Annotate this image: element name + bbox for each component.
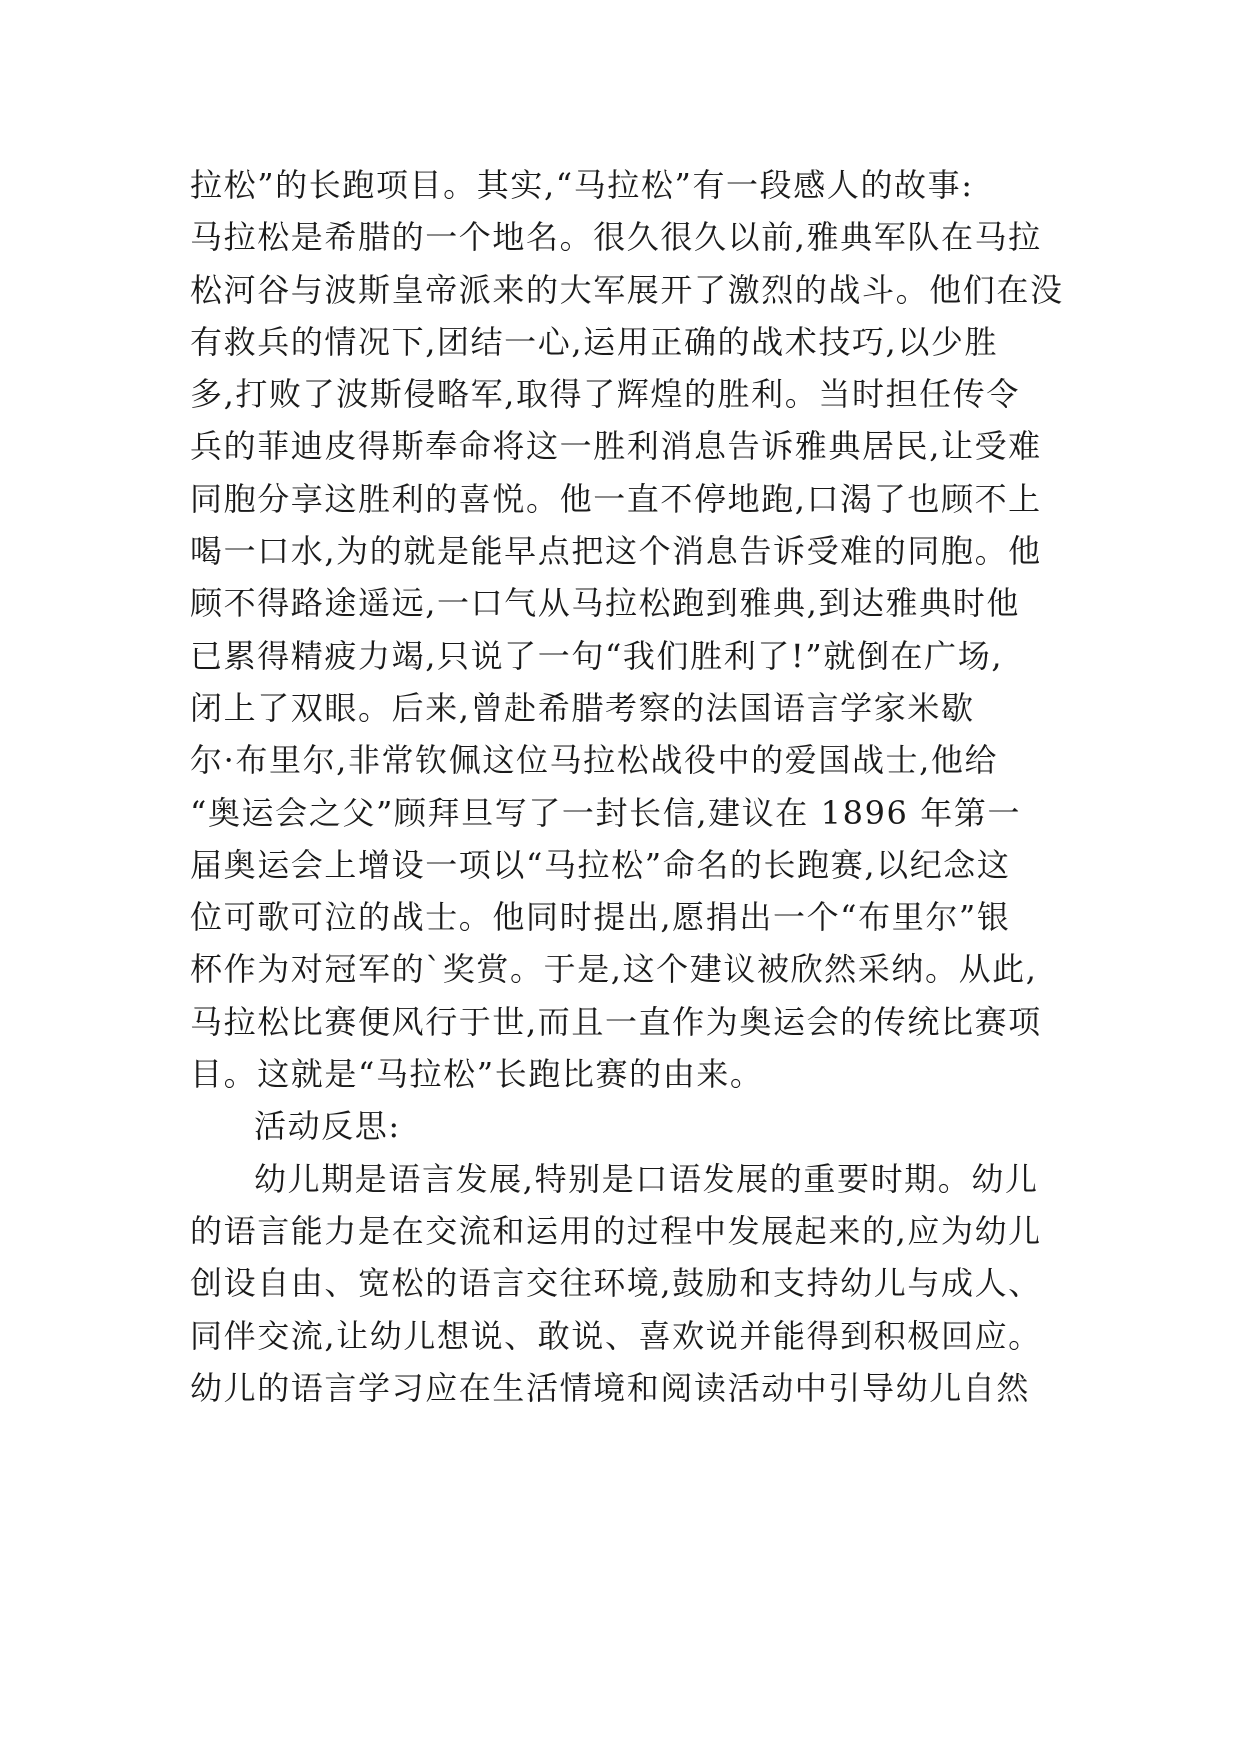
text-line: 位可歌可泣的战士。他同时提出,愿捐出一个“布里尔”银 xyxy=(190,898,1011,937)
reflection-line: 幼儿期是语言发展,特别是口语发展的重要时期。幼儿 xyxy=(254,1159,1039,1198)
text-line: 兵的菲迪皮得斯奉命将这一胜利消息告诉雅典居民,让受难 xyxy=(190,427,1042,466)
section-heading-reflection: 活动反思: xyxy=(254,1107,401,1146)
text-line: 喝一口水,为的就是能早点把这个消息告诉受难的同胞。他 xyxy=(190,532,1042,571)
text-line: “奥运会之父”顾拜旦写了一封长信,建议在 1896 年第一 xyxy=(190,793,1022,832)
text-line: 杯作为对冠军的`奖赏。于是,这个建议被欣然采纳。从此, xyxy=(190,950,1038,989)
text-line: 松河谷与波斯皇帝派来的大军展开了激烈的战斗。他们在没 xyxy=(190,270,1064,309)
reflection-line: 创设自由、宽松的语言交往环境,鼓励和支持幼儿与成人、 xyxy=(190,1264,1042,1303)
text-line: 顾不得路途遥远,一口气从马拉松跑到雅典,到达雅典时他 xyxy=(190,584,1020,623)
text-line: 届奥运会上增设一项以“马拉松”命名的长跑赛,以纪念这 xyxy=(190,845,1011,884)
text-line: 多,打败了波斯侵略军,取得了辉煌的胜利。当时担任传令 xyxy=(190,375,1020,414)
document-body xyxy=(190,159,1070,1414)
text-line: 同胞分享这胜利的喜悦。他一直不停地跑,口渴了也顾不上 xyxy=(190,479,1042,518)
text-line: 马拉松是希腊的一个地名。很久很久以前,雅典军队在马拉 xyxy=(190,218,1042,257)
text-line: 闭上了双眼。后来,曾赴希腊考察的法国语言学家米歇 xyxy=(190,688,975,727)
text-line: 已累得精疲力竭,只说了一句“我们胜利了!”就倒在广场, xyxy=(190,636,1004,675)
text-line: 拉松”的长跑项目。其实,“马拉松”有一段感人的故事: xyxy=(190,166,974,204)
reflection-line: 的语言能力是在交流和运用的过程中发展起来的,应为幼儿 xyxy=(190,1211,1042,1250)
text-line: 有救兵的情况下,团结一心,运用正确的战术技巧,以少胜 xyxy=(190,322,999,361)
reflection-line: 幼儿的语言学习应在生活情境和阅读活动中引导幼儿自然 xyxy=(190,1368,1031,1407)
text-line: 目。这就是“马拉松”长跑比赛的由来。 xyxy=(190,1055,764,1094)
reflection-line: 同伴交流,让幼儿想说、敢说、喜欢说并能得到积极回应。 xyxy=(190,1316,1042,1355)
text-line: 尔·布里尔,非常钦佩这位马拉松战役中的爱国战士,他给 xyxy=(190,741,999,780)
text-line: 马拉松比赛便风行于世,而且一直作为奥运会的传统比赛项 xyxy=(190,1002,1042,1041)
